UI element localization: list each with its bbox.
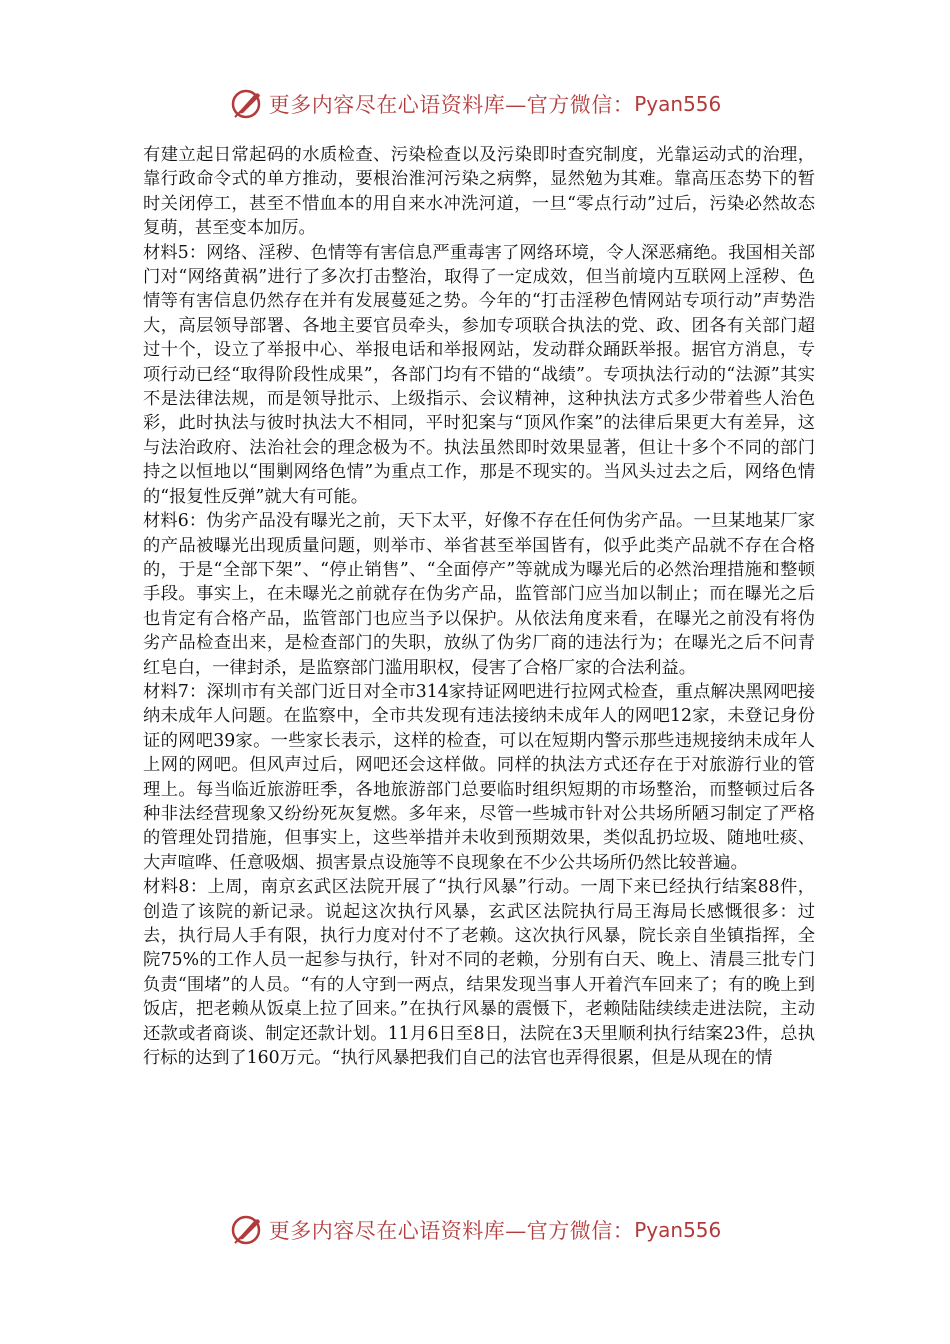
paragraph-material-6: 材料6：伪劣产品没有曝光之前，天下太平，好像不存在任何伪劣产品。一旦某地某厂家的产品被曝光出现质量问题，则举市、举省甚至举国皆有，似乎此类产品就不存在合格的，于是“全部下架”、“停止销售”、“全面停产”等就成为曝光后的必然治理措施和整顿手段。事实上，在未曝光之前就存在伪劣产品，监管部门应当加以制止；而在曝光之后也肯定有合格产品，监管部门也应当予以保护。从依法角度来看，在曝光之前没有将伪劣产品检查出来，是检查部门的失职，放纵了伪劣厂商的违法行为；在曝光之后不问青红皂白，一律封杀，是监察部门滥用职权，侵害了合格厂家的合法利益。: [143, 511, 815, 678]
header-banner: [0, 84, 950, 124]
quill-logo-icon: [229, 1212, 265, 1248]
paragraph-material-8: 材料8：上周，南京玄武区法院开展了“执行风暴”行动。一周下来已经执行结案88件，创造了该院的新记录。说起这次执行风暴，玄武区法院执行局王海局长感慨很多：过去，执行局人手有限，执行力度对付不了老赖。这次执行风暴，院长亲自坐镇指挥，全院75%的工作人员一起参与执行，针对不同的老赖，分别有白天、晚上、清晨三批专门负责“围堵”的人员。“有的人守到一两点，结果发现当事人开着汽车回来了；有的晚上到饭店，把老赖从饭桌上拉了回来。”在执行风暴的震慑下，老赖陆陆续续走进法院，主动还款或者商谈、制定还款计划。11月6日至8日，法院在3天里顺利执行结案23件，总执行标的达到了160万元。“执行风暴把我们自己的法官也弄得很累，但是从现在的情: [143, 877, 815, 1069]
document-body: [143, 143, 815, 1070]
paragraph-material-7: 材料7：深圳市有关部门近日对全市314家持证网吧进行拉网式检查，重点解决黑网吧接纳未成年人问题。在监察中，全市共发现有违法接纳未成年人的网吧12家，未登记身份证的网吧39家。一些家长表示，这样的检查，可以在短期内警示那些违规接纳未成年人上网的网吧。但风声过后，网吧还会这样做。同样的执法方式还存在于对旅游行业的管理上。每当临近旅游旺季，各地旅游部门总要临时组织短期的市场整治，而整顿过后各种非法经营现象又纷纷死灰复燃。多年来，尽管一些城市针对公共场所陋习制定了严格的管理处罚措施，但事实上，这些举措并未收到预期效果，类似乱扔垃圾、随地吐痰、大声喧哗、任意吸烟、损害景点设施等不良现象在不少公共场所仍然比较普遍。: [143, 681, 815, 873]
banner-text: 更多内容尽在心语资料库—官方微信：: [268, 93, 635, 117]
banner-wechat-id: Pyan556: [634, 1218, 722, 1242]
banner-text: 更多内容尽在心语资料库—官方微信：: [268, 1219, 635, 1243]
paragraph-continuation: 有建立起日常起码的水质检查、污染检查以及污染即时查究制度，光靠运动式的治理，靠行政命令式的单方推动，要根治淮河污染之病弊，显然勉为其难。靠高压态势下的暂时关闭停工，甚至不惜血本的用自来水冲洗河道，一旦“零点行动”过后，污染必然故态复萌，甚至变本加厉。: [143, 145, 815, 239]
footer-banner: [0, 1210, 950, 1250]
quill-logo-icon: [229, 86, 265, 122]
paragraph-material-5: 材料5：网络、淫秽、色情等有害信息严重毒害了网络环境，令人深恶痛绝。我国相关部门对“网络黄祸”进行了多次打击整治，取得了一定成效，但当前境内互联网上淫秽、色情等有害信息仍然存在并有发展蔓延之势。今年的“打击淫秽色情网站专项行动”声势浩大，高层领导部署、各地主要官员牵头，参加专项联合执法的党、政、团各有关部门超过十个，设立了举报中心、举报电话和举报网站，发动群众踊跃举报。据官方消息，专项行动已经“取得阶段性成果”，各部门均有不错的“战绩”。专项执法行动的“法源”其实不是法律法规，而是领导批示、上级指示、会议精神，这种执法方式多少带着些人治色彩，此时执法与彼时执法大不相同，平时犯案与“顶风作案”的法律后果更大有差异，这与法治政府、法治社会的理念极为不。执法虽然即时效果显著，但让十多个不同的部门持之以恒地以“围剿网络色情”为重点工作，那是不现实的。当风头过去之后，网络色情的“报复性反弹”就大有可能。: [143, 242, 815, 507]
banner-wechat-id: Pyan556: [634, 92, 722, 116]
